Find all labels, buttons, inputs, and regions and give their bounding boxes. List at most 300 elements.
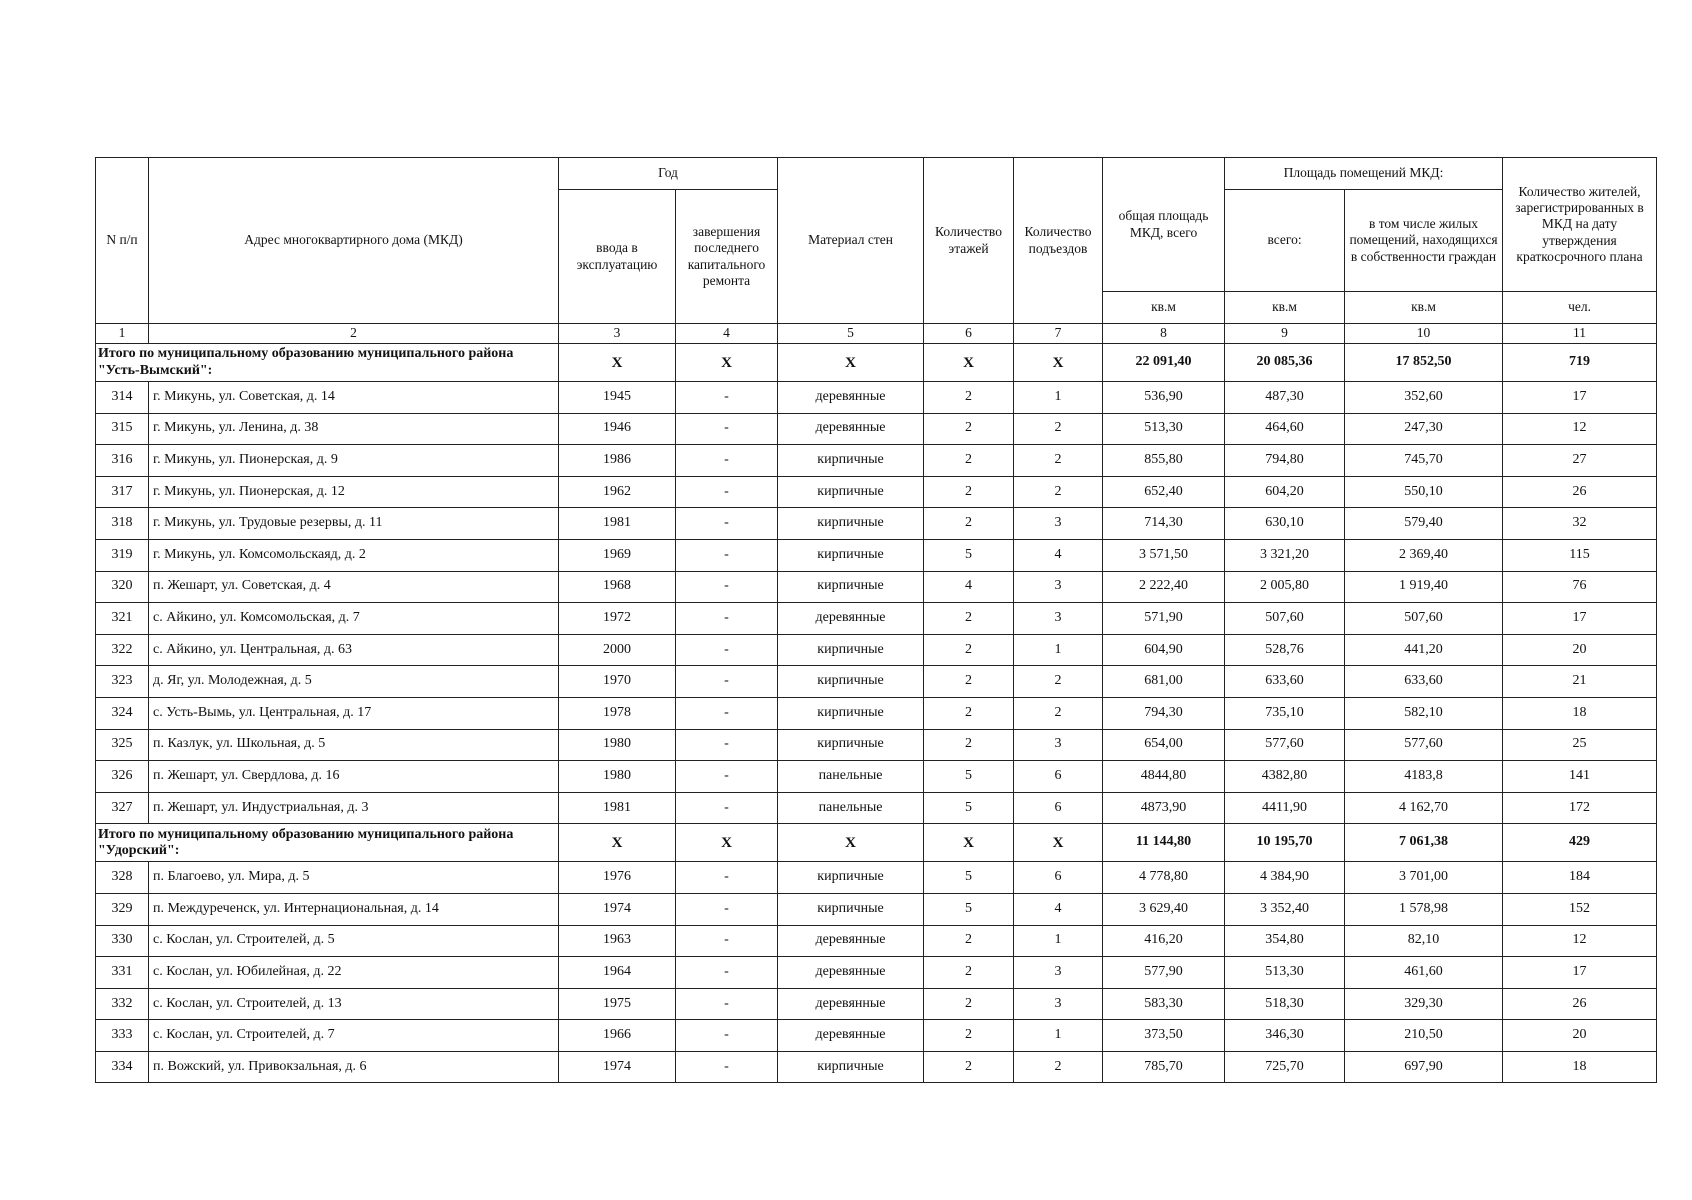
group-area-all: 20 085,36 bbox=[1225, 344, 1345, 382]
table-row bbox=[96, 382, 1657, 414]
group-total-area: 11 144,80 bbox=[1103, 824, 1225, 862]
table-row bbox=[96, 571, 1657, 603]
table-row bbox=[96, 988, 1657, 1020]
row-year-repair: - bbox=[676, 508, 778, 540]
row-area-private: 82,10 bbox=[1345, 925, 1503, 957]
row-area-all: 528,76 bbox=[1225, 634, 1345, 666]
header-area-private: в том числе жилых помещений, находящихся в собственности граждан bbox=[1345, 190, 1503, 292]
x-mark: X bbox=[778, 344, 924, 382]
row-floors: 2 bbox=[924, 957, 1014, 989]
row-total-area: 577,90 bbox=[1103, 957, 1225, 989]
row-area-private: 697,90 bbox=[1345, 1051, 1503, 1083]
header-residents: Количество жителей, зарегистрированных в МКД на дату утверждения краткосрочного плана bbox=[1503, 158, 1657, 292]
row-num: 331 bbox=[96, 957, 149, 989]
group-residents: 429 bbox=[1503, 824, 1657, 862]
row-year-repair: - bbox=[676, 413, 778, 445]
row-year-commission: 1968 bbox=[559, 571, 676, 603]
row-floors: 2 bbox=[924, 1020, 1014, 1052]
group-total-label: Итого по муниципальному образованию муниципального района "Удорский": bbox=[96, 824, 559, 862]
row-entrances: 2 bbox=[1014, 413, 1103, 445]
row-address: п. Междуреченск, ул. Интернациональная, д. 14 bbox=[149, 893, 559, 925]
row-area-private: 352,60 bbox=[1345, 382, 1503, 414]
row-year-commission: 2000 bbox=[559, 634, 676, 666]
row-num: 328 bbox=[96, 862, 149, 894]
row-year-repair: - bbox=[676, 476, 778, 508]
row-num: 318 bbox=[96, 508, 149, 540]
row-wall-material: кирпичные bbox=[778, 697, 924, 729]
row-num: 316 bbox=[96, 445, 149, 477]
row-address: г. Микунь, ул. Советская, д. 14 bbox=[149, 382, 559, 414]
table-row bbox=[96, 508, 1657, 540]
table-row bbox=[96, 539, 1657, 571]
row-area-all: 464,60 bbox=[1225, 413, 1345, 445]
row-entrances: 2 bbox=[1014, 1051, 1103, 1083]
row-area-all: 513,30 bbox=[1225, 957, 1345, 989]
row-year-commission: 1966 bbox=[559, 1020, 676, 1052]
header-num: N п/п bbox=[96, 158, 149, 324]
row-floors: 2 bbox=[924, 413, 1014, 445]
column-number: 7 bbox=[1014, 324, 1103, 344]
row-area-private: 247,30 bbox=[1345, 413, 1503, 445]
row-area-all: 633,60 bbox=[1225, 666, 1345, 698]
row-num: 330 bbox=[96, 925, 149, 957]
table-body bbox=[96, 344, 1657, 1083]
row-residents: 115 bbox=[1503, 539, 1657, 571]
row-entrances: 2 bbox=[1014, 666, 1103, 698]
row-wall-material: кирпичные bbox=[778, 1051, 924, 1083]
row-total-area: 604,90 bbox=[1103, 634, 1225, 666]
row-num: 327 bbox=[96, 792, 149, 824]
row-num: 321 bbox=[96, 603, 149, 635]
table-row bbox=[96, 729, 1657, 761]
x-mark: X bbox=[676, 344, 778, 382]
row-num: 325 bbox=[96, 729, 149, 761]
row-year-commission: 1946 bbox=[559, 413, 676, 445]
x-mark: X bbox=[924, 344, 1014, 382]
header-year-commission: ввода в эксплуатацию bbox=[559, 190, 676, 324]
row-area-all: 630,10 bbox=[1225, 508, 1345, 540]
row-floors: 5 bbox=[924, 539, 1014, 571]
row-area-all: 507,60 bbox=[1225, 603, 1345, 635]
row-year-commission: 1945 bbox=[559, 382, 676, 414]
row-area-private: 550,10 bbox=[1345, 476, 1503, 508]
row-area-private: 3 701,00 bbox=[1345, 862, 1503, 894]
row-wall-material: деревянные bbox=[778, 1020, 924, 1052]
row-total-area: 855,80 bbox=[1103, 445, 1225, 477]
table-row bbox=[96, 634, 1657, 666]
row-year-commission: 1974 bbox=[559, 893, 676, 925]
x-mark: X bbox=[559, 344, 676, 382]
row-residents: 184 bbox=[1503, 862, 1657, 894]
row-wall-material: кирпичные bbox=[778, 729, 924, 761]
row-year-repair: - bbox=[676, 603, 778, 635]
row-total-area: 654,00 bbox=[1103, 729, 1225, 761]
row-floors: 2 bbox=[924, 634, 1014, 666]
row-floors: 2 bbox=[924, 382, 1014, 414]
row-year-commission: 1975 bbox=[559, 988, 676, 1020]
table-row bbox=[96, 925, 1657, 957]
row-residents: 32 bbox=[1503, 508, 1657, 540]
row-year-repair: - bbox=[676, 445, 778, 477]
row-floors: 2 bbox=[924, 666, 1014, 698]
row-year-repair: - bbox=[676, 957, 778, 989]
row-year-repair: - bbox=[676, 634, 778, 666]
table-header bbox=[96, 158, 1657, 344]
row-floors: 5 bbox=[924, 893, 1014, 925]
group-total-area: 22 091,40 bbox=[1103, 344, 1225, 382]
row-year-repair: - bbox=[676, 697, 778, 729]
row-wall-material: кирпичные bbox=[778, 893, 924, 925]
row-total-area: 714,30 bbox=[1103, 508, 1225, 540]
row-year-repair: - bbox=[676, 571, 778, 603]
table-row bbox=[96, 697, 1657, 729]
table-row bbox=[96, 862, 1657, 894]
row-total-area: 652,40 bbox=[1103, 476, 1225, 508]
row-total-area: 3 571,50 bbox=[1103, 539, 1225, 571]
row-year-repair: - bbox=[676, 729, 778, 761]
row-num: 332 bbox=[96, 988, 149, 1020]
row-area-private: 745,70 bbox=[1345, 445, 1503, 477]
row-area-private: 582,10 bbox=[1345, 697, 1503, 729]
row-entrances: 6 bbox=[1014, 792, 1103, 824]
row-year-commission: 1962 bbox=[559, 476, 676, 508]
row-total-area: 3 629,40 bbox=[1103, 893, 1225, 925]
row-area-all: 577,60 bbox=[1225, 729, 1345, 761]
row-total-area: 373,50 bbox=[1103, 1020, 1225, 1052]
row-total-area: 785,70 bbox=[1103, 1051, 1225, 1083]
row-year-commission: 1980 bbox=[559, 761, 676, 793]
row-area-all: 725,70 bbox=[1225, 1051, 1345, 1083]
row-residents: 17 bbox=[1503, 957, 1657, 989]
row-year-commission: 1986 bbox=[559, 445, 676, 477]
row-total-area: 416,20 bbox=[1103, 925, 1225, 957]
row-num: 320 bbox=[96, 571, 149, 603]
row-address: п. Жешарт, ул. Индустриальная, д. 3 bbox=[149, 792, 559, 824]
row-address: г. Микунь, ул. Трудовые резервы, д. 11 bbox=[149, 508, 559, 540]
column-number: 11 bbox=[1503, 324, 1657, 344]
row-residents: 26 bbox=[1503, 476, 1657, 508]
row-total-area: 583,30 bbox=[1103, 988, 1225, 1020]
row-address: с. Кослан, ул. Строителей, д. 5 bbox=[149, 925, 559, 957]
row-area-all: 4382,80 bbox=[1225, 761, 1345, 793]
row-floors: 2 bbox=[924, 508, 1014, 540]
header-wall-material: Материал стен bbox=[778, 158, 924, 324]
column-number: 9 bbox=[1225, 324, 1345, 344]
row-entrances: 2 bbox=[1014, 697, 1103, 729]
row-residents: 18 bbox=[1503, 697, 1657, 729]
header-year-group: Год bbox=[559, 158, 778, 190]
row-num: 324 bbox=[96, 697, 149, 729]
row-year-repair: - bbox=[676, 1020, 778, 1052]
row-residents: 76 bbox=[1503, 571, 1657, 603]
row-area-all: 346,30 bbox=[1225, 1020, 1345, 1052]
row-num: 326 bbox=[96, 761, 149, 793]
row-wall-material: кирпичные bbox=[778, 634, 924, 666]
row-area-all: 354,80 bbox=[1225, 925, 1345, 957]
row-residents: 20 bbox=[1503, 1020, 1657, 1052]
row-address: с. Кослан, ул. Строителей, д. 7 bbox=[149, 1020, 559, 1052]
row-floors: 2 bbox=[924, 476, 1014, 508]
group-total-row bbox=[96, 344, 1657, 382]
row-area-private: 579,40 bbox=[1345, 508, 1503, 540]
group-area-private: 7 061,38 bbox=[1345, 824, 1503, 862]
table-row bbox=[96, 666, 1657, 698]
table-row bbox=[96, 1051, 1657, 1083]
row-num: 314 bbox=[96, 382, 149, 414]
row-area-private: 441,20 bbox=[1345, 634, 1503, 666]
row-wall-material: кирпичные bbox=[778, 508, 924, 540]
column-number-row bbox=[96, 324, 1657, 344]
header-address: Адрес многоквартирного дома (МКД) bbox=[149, 158, 559, 324]
row-entrances: 1 bbox=[1014, 925, 1103, 957]
row-floors: 2 bbox=[924, 729, 1014, 761]
row-floors: 2 bbox=[924, 445, 1014, 477]
row-area-private: 1 919,40 bbox=[1345, 571, 1503, 603]
row-entrances: 3 bbox=[1014, 571, 1103, 603]
row-year-repair: - bbox=[676, 893, 778, 925]
row-area-private: 507,60 bbox=[1345, 603, 1503, 635]
row-num: 319 bbox=[96, 539, 149, 571]
row-entrances: 3 bbox=[1014, 603, 1103, 635]
row-year-commission: 1980 bbox=[559, 729, 676, 761]
row-entrances: 4 bbox=[1014, 893, 1103, 925]
row-address: г. Микунь, ул. Пионерская, д. 9 bbox=[149, 445, 559, 477]
header-floors: Количество этажей bbox=[924, 158, 1014, 324]
row-year-repair: - bbox=[676, 1051, 778, 1083]
row-residents: 152 bbox=[1503, 893, 1657, 925]
row-wall-material: деревянные bbox=[778, 988, 924, 1020]
row-residents: 25 bbox=[1503, 729, 1657, 761]
row-area-all: 3 321,20 bbox=[1225, 539, 1345, 571]
row-year-commission: 1969 bbox=[559, 539, 676, 571]
column-number: 2 bbox=[149, 324, 559, 344]
x-mark: X bbox=[676, 824, 778, 862]
row-address: с. Айкино, ул. Центральная, д. 63 bbox=[149, 634, 559, 666]
column-number: 10 bbox=[1345, 324, 1503, 344]
column-number: 3 bbox=[559, 324, 676, 344]
row-year-repair: - bbox=[676, 988, 778, 1020]
row-wall-material: кирпичные bbox=[778, 539, 924, 571]
row-num: 315 bbox=[96, 413, 149, 445]
row-area-all: 3 352,40 bbox=[1225, 893, 1345, 925]
row-year-repair: - bbox=[676, 539, 778, 571]
row-wall-material: деревянные bbox=[778, 603, 924, 635]
row-entrances: 3 bbox=[1014, 988, 1103, 1020]
column-number: 8 bbox=[1103, 324, 1225, 344]
x-mark: X bbox=[1014, 344, 1103, 382]
row-area-all: 4411,90 bbox=[1225, 792, 1345, 824]
row-year-commission: 1974 bbox=[559, 1051, 676, 1083]
table-row bbox=[96, 603, 1657, 635]
row-residents: 12 bbox=[1503, 413, 1657, 445]
row-floors: 5 bbox=[924, 761, 1014, 793]
row-address: п. Жешарт, ул. Советская, д. 4 bbox=[149, 571, 559, 603]
table-row bbox=[96, 761, 1657, 793]
x-mark: X bbox=[778, 824, 924, 862]
row-year-repair: - bbox=[676, 666, 778, 698]
column-number: 1 bbox=[96, 324, 149, 344]
column-number: 5 bbox=[778, 324, 924, 344]
row-area-all: 604,20 bbox=[1225, 476, 1345, 508]
row-area-private: 4183,8 bbox=[1345, 761, 1503, 793]
row-residents: 20 bbox=[1503, 634, 1657, 666]
row-wall-material: кирпичные bbox=[778, 571, 924, 603]
row-address: с. Айкино, ул. Комсомольская, д. 7 bbox=[149, 603, 559, 635]
row-total-area: 681,00 bbox=[1103, 666, 1225, 698]
row-address: д. Яг, ул. Молодежная, д. 5 bbox=[149, 666, 559, 698]
row-residents: 26 bbox=[1503, 988, 1657, 1020]
row-area-private: 329,30 bbox=[1345, 988, 1503, 1020]
row-floors: 2 bbox=[924, 1051, 1014, 1083]
row-wall-material: деревянные bbox=[778, 957, 924, 989]
row-address: п. Жешарт, ул. Свердлова, д. 16 bbox=[149, 761, 559, 793]
row-wall-material: деревянные bbox=[778, 925, 924, 957]
row-area-private: 1 578,98 bbox=[1345, 893, 1503, 925]
row-floors: 2 bbox=[924, 925, 1014, 957]
row-area-all: 735,10 bbox=[1225, 697, 1345, 729]
x-mark: X bbox=[559, 824, 676, 862]
column-number: 4 bbox=[676, 324, 778, 344]
row-residents: 17 bbox=[1503, 382, 1657, 414]
x-mark: X bbox=[1014, 824, 1103, 862]
x-mark: X bbox=[924, 824, 1014, 862]
row-wall-material: деревянные bbox=[778, 382, 924, 414]
row-entrances: 2 bbox=[1014, 445, 1103, 477]
row-address: п. Благоево, ул. Мира, д. 5 bbox=[149, 862, 559, 894]
header-year-repair: завершения последнего капитального ремонта bbox=[676, 190, 778, 324]
row-floors: 5 bbox=[924, 862, 1014, 894]
row-wall-material: кирпичные bbox=[778, 476, 924, 508]
row-area-all: 487,30 bbox=[1225, 382, 1345, 414]
row-area-private: 633,60 bbox=[1345, 666, 1503, 698]
row-residents: 141 bbox=[1503, 761, 1657, 793]
row-entrances: 6 bbox=[1014, 862, 1103, 894]
row-area-private: 461,60 bbox=[1345, 957, 1503, 989]
column-number: 6 bbox=[924, 324, 1014, 344]
row-year-commission: 1964 bbox=[559, 957, 676, 989]
row-address: с. Усть-Вымь, ул. Центральная, д. 17 bbox=[149, 697, 559, 729]
row-floors: 4 bbox=[924, 571, 1014, 603]
row-area-private: 210,50 bbox=[1345, 1020, 1503, 1052]
unit-area-private: кв.м bbox=[1345, 292, 1503, 324]
group-total-label: Итого по муниципальному образованию муниципального района "Усть-Вымский": bbox=[96, 344, 559, 382]
row-area-all: 2 005,80 bbox=[1225, 571, 1345, 603]
row-num: 322 bbox=[96, 634, 149, 666]
row-year-commission: 1970 bbox=[559, 666, 676, 698]
row-year-commission: 1976 bbox=[559, 862, 676, 894]
row-address: с. Кослан, ул. Юбилейная, д. 22 bbox=[149, 957, 559, 989]
row-residents: 18 bbox=[1503, 1051, 1657, 1083]
row-year-commission: 1978 bbox=[559, 697, 676, 729]
row-year-repair: - bbox=[676, 925, 778, 957]
row-floors: 2 bbox=[924, 603, 1014, 635]
row-num: 333 bbox=[96, 1020, 149, 1052]
row-address: г. Микунь, ул. Пионерская, д. 12 bbox=[149, 476, 559, 508]
row-wall-material: кирпичные bbox=[778, 862, 924, 894]
group-area-all: 10 195,70 bbox=[1225, 824, 1345, 862]
row-entrances: 3 bbox=[1014, 729, 1103, 761]
row-residents: 172 bbox=[1503, 792, 1657, 824]
header-area-group: Площадь помещений МКД: bbox=[1225, 158, 1503, 190]
table-row bbox=[96, 476, 1657, 508]
row-area-private: 2 369,40 bbox=[1345, 539, 1503, 571]
row-total-area: 2 222,40 bbox=[1103, 571, 1225, 603]
row-total-area: 536,90 bbox=[1103, 382, 1225, 414]
table-row bbox=[96, 957, 1657, 989]
row-address: г. Микунь, ул. Ленина, д. 38 bbox=[149, 413, 559, 445]
row-wall-material: панельные bbox=[778, 792, 924, 824]
housing-table-sheet bbox=[95, 157, 1656, 1083]
row-wall-material: кирпичные bbox=[778, 445, 924, 477]
row-entrances: 2 bbox=[1014, 476, 1103, 508]
row-area-all: 794,80 bbox=[1225, 445, 1345, 477]
row-entrances: 3 bbox=[1014, 508, 1103, 540]
table-row bbox=[96, 413, 1657, 445]
row-total-area: 4844,80 bbox=[1103, 761, 1225, 793]
row-residents: 21 bbox=[1503, 666, 1657, 698]
row-year-commission: 1981 bbox=[559, 508, 676, 540]
group-area-private: 17 852,50 bbox=[1345, 344, 1503, 382]
row-address: с. Кослан, ул. Строителей, д. 13 bbox=[149, 988, 559, 1020]
row-entrances: 1 bbox=[1014, 634, 1103, 666]
row-wall-material: деревянные bbox=[778, 413, 924, 445]
row-area-private: 577,60 bbox=[1345, 729, 1503, 761]
row-year-commission: 1981 bbox=[559, 792, 676, 824]
row-total-area: 4 778,80 bbox=[1103, 862, 1225, 894]
row-address: п. Вожский, ул. Привокзальная, д. 6 bbox=[149, 1051, 559, 1083]
unit-residents: чел. bbox=[1503, 292, 1657, 324]
row-num: 317 bbox=[96, 476, 149, 508]
row-entrances: 4 bbox=[1014, 539, 1103, 571]
row-year-commission: 1972 bbox=[559, 603, 676, 635]
row-residents: 27 bbox=[1503, 445, 1657, 477]
row-num: 334 bbox=[96, 1051, 149, 1083]
row-num: 323 bbox=[96, 666, 149, 698]
row-year-repair: - bbox=[676, 862, 778, 894]
row-entrances: 6 bbox=[1014, 761, 1103, 793]
table-row bbox=[96, 893, 1657, 925]
row-year-commission: 1963 bbox=[559, 925, 676, 957]
row-total-area: 513,30 bbox=[1103, 413, 1225, 445]
row-floors: 2 bbox=[924, 697, 1014, 729]
row-entrances: 1 bbox=[1014, 1020, 1103, 1052]
header-entrances: Количество подъездов bbox=[1014, 158, 1103, 324]
row-year-repair: - bbox=[676, 761, 778, 793]
table-row bbox=[96, 445, 1657, 477]
table-row bbox=[96, 792, 1657, 824]
row-total-area: 4873,90 bbox=[1103, 792, 1225, 824]
row-residents: 17 bbox=[1503, 603, 1657, 635]
row-floors: 5 bbox=[924, 792, 1014, 824]
row-address: г. Микунь, ул. Комсомольскаяд, д. 2 bbox=[149, 539, 559, 571]
row-year-repair: - bbox=[676, 382, 778, 414]
row-num: 329 bbox=[96, 893, 149, 925]
row-residents: 12 bbox=[1503, 925, 1657, 957]
row-year-repair: - bbox=[676, 792, 778, 824]
unit-area-all: кв.м bbox=[1225, 292, 1345, 324]
header-area-all: всего: bbox=[1225, 190, 1345, 292]
row-wall-material: кирпичные bbox=[778, 666, 924, 698]
row-entrances: 1 bbox=[1014, 382, 1103, 414]
row-area-all: 4 384,90 bbox=[1225, 862, 1345, 894]
row-total-area: 794,30 bbox=[1103, 697, 1225, 729]
row-area-private: 4 162,70 bbox=[1345, 792, 1503, 824]
group-residents: 719 bbox=[1503, 344, 1657, 382]
table-row bbox=[96, 1020, 1657, 1052]
row-area-all: 518,30 bbox=[1225, 988, 1345, 1020]
row-total-area: 571,90 bbox=[1103, 603, 1225, 635]
group-total-row bbox=[96, 824, 1657, 862]
